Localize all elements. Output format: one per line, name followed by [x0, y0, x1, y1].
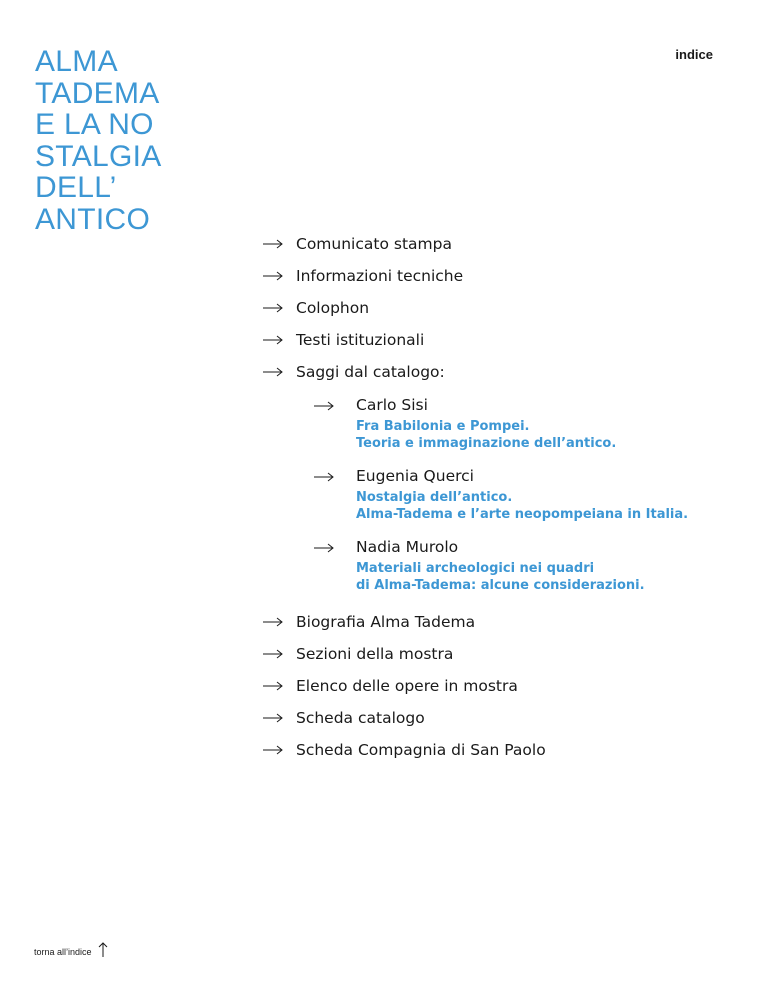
toc-item-label: Saggi dal catalogo:: [296, 363, 445, 381]
arrow-right-icon: [262, 366, 284, 378]
title-line: TADEMA: [35, 76, 160, 110]
title-line: ALMA: [35, 45, 118, 78]
toc-item-comunicato-stampa[interactable]: [262, 232, 452, 256]
arrow-right-icon: [262, 680, 284, 692]
toc-item-label: Informazioni tecniche: [296, 267, 464, 285]
essay-title-line: Teoria e immaginazione dell’antico.: [356, 436, 617, 451]
arrow-right-icon: [262, 712, 284, 724]
arrow-right-icon: [313, 471, 335, 483]
title-line: E LA NO: [35, 108, 154, 141]
toc-item-scheda-catalogo[interactable]: [262, 706, 425, 730]
toc-item-label: Biografia Alma Tadema: [296, 613, 476, 631]
essay-author: Eugenia Querci: [356, 467, 474, 485]
title-line: STALGIA: [35, 139, 162, 173]
toc-item-label: Scheda Compagnia di San Paolo: [296, 741, 546, 759]
arrow-right-icon: [262, 616, 284, 628]
essay-author: Nadia Murolo: [356, 538, 459, 556]
toc-item-scheda-compagnia[interactable]: [262, 738, 546, 762]
essay-author: Carlo Sisi: [356, 396, 428, 414]
arrow-right-icon: [262, 334, 284, 346]
essay-title-line: Alma-Tadema e l’arte neopompeiana in Italia.: [356, 507, 689, 522]
toc-item-saggi-dal-catalogo[interactable]: [262, 360, 445, 384]
toc-item-biografia[interactable]: [262, 610, 475, 634]
toc-item-colophon[interactable]: [262, 296, 369, 320]
arrow-right-icon: [262, 744, 284, 756]
essay-title-line: Materiali archeologici nei quadri: [356, 561, 595, 576]
toc-item-label: Scheda catalogo: [296, 709, 425, 727]
arrow-right-icon: [262, 648, 284, 660]
title-line: DELL’: [35, 171, 117, 204]
toc-item-informazioni-tecniche[interactable]: [262, 264, 463, 288]
arrow-right-icon: [262, 302, 284, 314]
essay-title-line: Fra Babilonia e Pompei.: [356, 419, 530, 434]
section-label: indice: [675, 47, 713, 62]
arrow-right-icon: [313, 400, 335, 412]
toc-item-sezioni-mostra[interactable]: [262, 642, 453, 666]
arrow-right-icon: [262, 270, 284, 282]
toc-item-label: Elenco delle opere in mostra: [296, 677, 518, 695]
essay-title-line: di Alma-Tadema: alcune considerazioni.: [356, 578, 645, 593]
toc-item-label: Testi istituzionali: [296, 331, 425, 349]
essay-title: [356, 418, 616, 452]
essay-title-line: Nostalgia dell’antico.: [356, 490, 513, 505]
arrow-right-icon: [262, 238, 284, 250]
toc-item-label: Colophon: [296, 299, 370, 317]
toc-item-testi-istituzionali[interactable]: [262, 328, 424, 352]
back-to-index-label: torna all’indice: [34, 947, 92, 957]
essay-title: [356, 560, 645, 594]
arrow-right-icon: [313, 542, 335, 554]
title-line: ANTICO: [35, 202, 151, 236]
toc-item-label: Sezioni della mostra: [296, 645, 454, 663]
page-title: [35, 46, 162, 235]
essay-title: [356, 489, 688, 523]
arrow-up-icon: [98, 942, 108, 958]
toc-item-elenco-opere[interactable]: [262, 674, 518, 698]
back-to-index-link[interactable]: [34, 942, 108, 958]
toc-item-label: Comunicato stampa: [296, 235, 452, 253]
